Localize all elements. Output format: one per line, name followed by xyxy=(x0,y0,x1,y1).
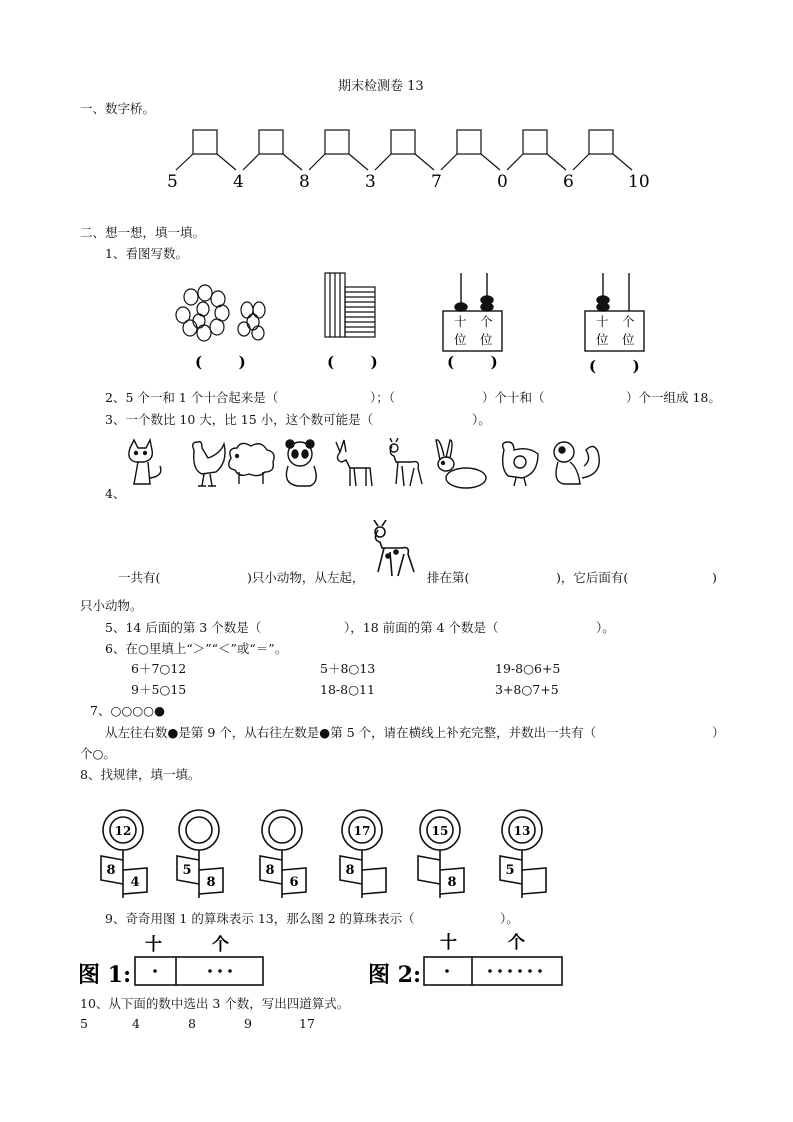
q6-item-3: 19-8○6+5 xyxy=(495,661,561,676)
fig2-tens-label: 十 xyxy=(440,933,457,953)
bridge-number-5: 7 xyxy=(431,172,442,192)
fig2-ones-bead-1 xyxy=(488,969,492,973)
flower-6 xyxy=(500,810,546,898)
q6-item-6: 3+8○7+5 xyxy=(495,682,559,697)
stick-bundle xyxy=(325,273,375,337)
q2-text-b: ）；（ xyxy=(370,390,396,405)
bridge-number-1: 5 xyxy=(167,172,178,192)
q10-number-5: 17 xyxy=(299,1016,315,1031)
fig1-tens-label: 十 xyxy=(145,935,162,955)
q5-text-a: 5、14 后面的第 3 个数是（ xyxy=(105,620,262,635)
fig2-tens-bead xyxy=(445,969,449,973)
fig2-ones-bead-4 xyxy=(518,969,522,973)
abacus1-ones: 个 xyxy=(480,314,493,329)
deer-icon xyxy=(390,438,422,486)
bridge-number-8: 10 xyxy=(628,172,650,192)
sheep-icon xyxy=(229,443,274,484)
section2-heading: 二、想一想，填一填。 xyxy=(80,225,206,240)
fig2-ones-bead-6 xyxy=(538,969,542,973)
highlight-deer-icon xyxy=(368,520,420,580)
donkey-icon xyxy=(336,440,372,486)
bridge-number-3: 8 xyxy=(299,172,310,192)
fig1-tens-bead xyxy=(153,969,157,973)
q4-text-d: )，它后面有( xyxy=(556,570,629,585)
flower-3 xyxy=(260,810,306,898)
flower-1-right: 4 xyxy=(130,875,140,890)
q10-number-4: 9 xyxy=(244,1016,252,1031)
rooster-icon xyxy=(193,442,225,486)
flower-5 xyxy=(418,810,464,898)
abacus-1 xyxy=(443,273,502,351)
flower-1-top: 12 xyxy=(114,824,132,838)
flower-4 xyxy=(340,810,386,898)
q1-label: 1、看图写数。 xyxy=(105,246,188,261)
rabbit-icon xyxy=(436,440,486,488)
bridge-box-7 xyxy=(589,130,613,154)
fig1-label: 图 1: xyxy=(78,962,132,988)
q2-text-c: ）个十和（ xyxy=(482,390,545,405)
fig1-ones-label: 个 xyxy=(212,935,229,955)
q6-item-1: 6＋7○12 xyxy=(131,661,187,676)
fig1-ones-bead-3 xyxy=(228,969,232,973)
bridge-box-6 xyxy=(523,130,547,154)
abacus1-wei-ones: 位 xyxy=(480,332,493,347)
abacus-2 xyxy=(585,273,644,351)
abacus2-ones: 个 xyxy=(622,314,635,329)
bridge-box-3 xyxy=(325,130,349,154)
q4-text-a: 一共有( xyxy=(118,570,161,585)
abacus1-tens: 十 xyxy=(454,314,467,329)
flower-2-left: 5 xyxy=(182,863,192,878)
q7-label: 7、○○○○● xyxy=(90,703,165,718)
cat-icon xyxy=(129,440,161,484)
panda-icon xyxy=(286,440,316,486)
q10-number-1: 5 xyxy=(80,1016,88,1031)
hen-icon xyxy=(503,442,538,486)
flower-5-top: 15 xyxy=(431,824,449,838)
q9-text-a: 9、奇奇用图 1 的算珠表示 13，那么图 2 的算珠表示（ xyxy=(105,911,415,926)
q6-item-5: 18-8○11 xyxy=(320,682,375,697)
answer-paren-4: ( ) xyxy=(589,357,640,375)
flower-6-left: 5 xyxy=(505,863,515,878)
q2-text-a: 2、5 个一和 1 个十合起来是（ xyxy=(105,390,279,405)
q5-text-c: ）。 xyxy=(596,620,615,635)
q6-label: 6、在○里填上“＞”“＜”或“＝”。 xyxy=(105,641,288,656)
q9-text-b: ）。 xyxy=(500,911,519,926)
q2-text-d: ）个一组成 18。 xyxy=(626,390,721,405)
flower-1-left: 8 xyxy=(106,863,116,878)
fig2-label: 图 2: xyxy=(368,962,422,988)
q6-item-4: 9＋5○15 xyxy=(131,682,187,697)
fig1-ones-bead-1 xyxy=(208,969,212,973)
abacus2-tens: 十 xyxy=(596,314,609,329)
q4-text-f: 只小动物。 xyxy=(80,598,143,613)
number-bridge xyxy=(0,0,793,200)
answer-paren-1: ( ) xyxy=(195,353,246,371)
page-title: 期末检测卷 13 xyxy=(338,79,424,94)
bridge-box-5 xyxy=(457,130,481,154)
bridge-number-4: 3 xyxy=(365,172,376,192)
q4-text-c: 排在第( xyxy=(427,570,470,585)
animal-row xyxy=(120,438,620,498)
bridge-box-2 xyxy=(259,130,283,154)
flower-3-left: 8 xyxy=(265,863,275,878)
q5-text-b: ），18 前面的第 4 个数是（ xyxy=(344,620,499,635)
fig2-ones-bead-3 xyxy=(508,969,512,973)
q3-text-a: 3、一个数比 10 大，比 15 小，这个数可能是（ xyxy=(105,412,374,427)
q7-text-b: ） xyxy=(712,725,725,740)
flower-1 xyxy=(101,810,147,898)
fig2-ones-label: 个 xyxy=(508,933,525,953)
flower-2 xyxy=(177,810,223,898)
bridge-box-4 xyxy=(391,130,415,154)
q10-number-3: 8 xyxy=(188,1016,196,1031)
q6-item-2: 5＋8○13 xyxy=(320,661,376,676)
flower-3-right: 6 xyxy=(289,875,299,890)
q4-label: 4、 xyxy=(105,486,126,501)
q8-label: 8、找规律，填一填。 xyxy=(80,767,201,782)
answer-paren-2: ( ) xyxy=(327,353,378,371)
oval-group-five xyxy=(238,302,265,340)
squirrel-icon xyxy=(554,442,599,484)
answer-paren-3: ( ) xyxy=(447,353,498,371)
q10-number-2: 4 xyxy=(132,1016,140,1031)
fig2-ones-bead-5 xyxy=(528,969,532,973)
bridge-box-1 xyxy=(193,130,217,154)
flower-6-top: 13 xyxy=(513,824,531,838)
q7-text-c: 个○。 xyxy=(80,746,116,761)
fig2-ones-bead-2 xyxy=(498,969,502,973)
flower-2-right: 8 xyxy=(206,875,216,890)
flower-4-left: 8 xyxy=(345,863,355,878)
oval-group-ten xyxy=(176,285,229,341)
fig1-ones-bead-2 xyxy=(218,969,222,973)
bridge-number-2: 4 xyxy=(233,172,244,192)
section1-heading: 一、数字桥。 xyxy=(80,101,156,116)
flower-4-top: 17 xyxy=(353,824,371,838)
bridge-number-7: 6 xyxy=(563,172,574,192)
q3-text-b: ）。 xyxy=(472,412,491,427)
bead-figures xyxy=(0,930,793,992)
q10-label: 10、从下面的数中选出 3 个数，写出四道算式。 xyxy=(80,996,350,1011)
flower-5-right: 8 xyxy=(447,875,457,890)
flower-pattern xyxy=(0,800,793,905)
bridge-number-6: 0 xyxy=(497,172,508,192)
q4-text-b: )只小动物，从左起， xyxy=(247,570,365,585)
q1-pictures xyxy=(0,265,793,380)
abacus2-wei-tens: 位 xyxy=(596,332,609,347)
q4-text-e: ) xyxy=(712,570,717,585)
abacus2-wei-ones: 位 xyxy=(622,332,635,347)
q7-text-a: 从左往右数●是第 9 个，从右往左数是●第 5 个，请在横线上补充完整，并数出一共有（ xyxy=(105,725,597,740)
abacus1-wei-tens: 位 xyxy=(454,332,467,347)
